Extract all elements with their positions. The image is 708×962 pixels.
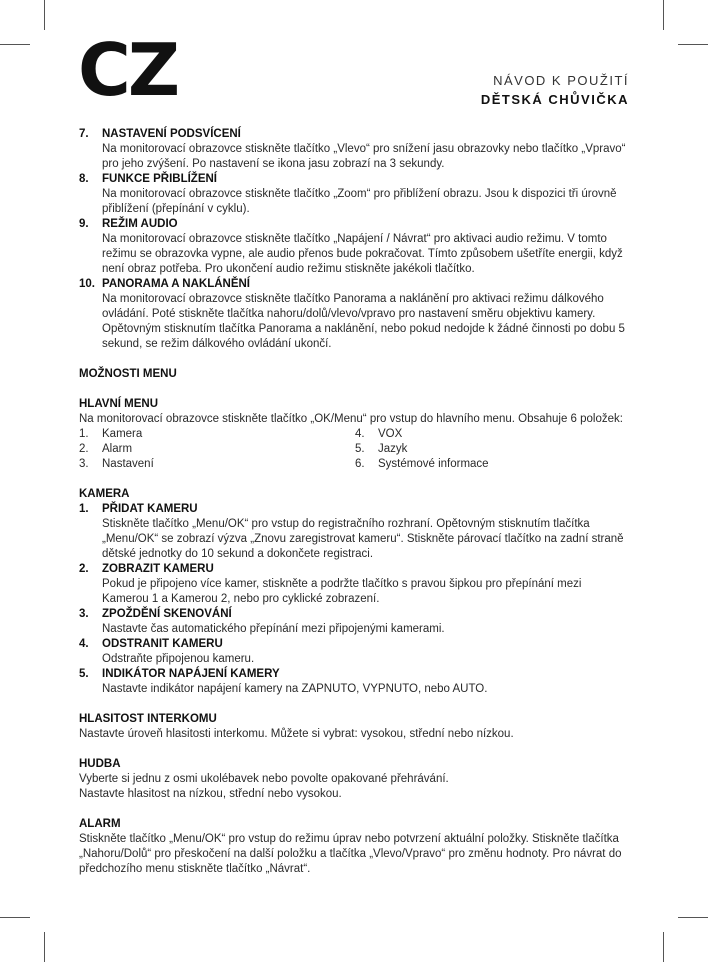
- item-number: 4.: [79, 638, 89, 650]
- item-text: Stiskněte tlačítko „Menu/OK“ pro vstup do registračního rozhraní. Opětovným stisknutím tlačítka „Menu/OK“ se zobrazí výzva „Znovu zaregistrovat kameru“. Stiskněte párovací tlačítko na zadní straně dětské jednotky do 10 sekund a dokončete registraci.: [102, 518, 624, 560]
- header-manual-title: NÁVOD K POUŽITÍ: [493, 73, 629, 88]
- item-text: Na monitorovací obrazovce stiskněte tlačítko Panorama a naklánění pro aktivaci režimu dálkového ovládání. Poté stiskněte tlačítka nahoru/dolů/vlevo/vpravo pro nastavení směru objektivu kamery. Opětovným stisknutím tlačítka Panorama a naklánění, nebo pokud nedojde k žádné činnosti po dobu 5 sekund, se režim dálkového ovládání ukončí.: [102, 293, 625, 350]
- item-number: 8.: [79, 173, 89, 185]
- header-product-title: DĚTSKÁ CHŮVIČKA: [480, 92, 629, 107]
- numbered-item: [79, 277, 631, 352]
- item-number: 2.: [79, 563, 89, 575]
- item-title: REŽIM AUDIO: [102, 218, 178, 230]
- main-menu-list: [79, 427, 631, 472]
- alarm-text: Stiskněte tlačítko „Menu/OK“ pro vstup do režimu úprav nebo potvrzení aktuální položky. Stiskněte tlačítka „Nahoru/Dolů“ pro přeskočení na další položku a tlačítka „Vlevo/Vpravo“ pro změnu hodnoty. Pro návrat do předchozího menu stiskněte tlačítko „Návrat“.: [79, 833, 622, 875]
- list-item: 6. Systémové informace: [355, 458, 489, 470]
- item-number: 9.: [79, 218, 89, 230]
- item-number: 5.: [79, 668, 89, 680]
- numbered-item: [79, 127, 631, 172]
- main-menu-text: Na monitorovací obrazovce stiskněte tlačítko „OK/Menu“ pro vstup do hlavního menu. Obsahuje 6 položek:: [79, 413, 623, 425]
- item-title: NASTAVENÍ PODSVÍCENÍ: [102, 128, 241, 140]
- item-title: INDIKÁTOR NAPÁJENÍ KAMERY: [102, 668, 280, 680]
- document-header: [481, 71, 629, 109]
- item-number: 1.: [79, 503, 89, 515]
- list-item: 4. VOX: [355, 428, 403, 440]
- item-number: 10.: [79, 278, 95, 290]
- intercom-text: Nastavte úroveň hlasitosti interkomu. Můžete si vybrat: vysokou, střední nebo nízkou.: [79, 728, 514, 740]
- numbered-item: [79, 217, 631, 277]
- crop-mark: [0, 917, 30, 918]
- numbered-item: [79, 637, 631, 667]
- list-item: 1. Kamera: [79, 428, 143, 440]
- item-title: ZPOŽDĚNÍ SKENOVÁNÍ: [102, 608, 232, 620]
- item-text: Odstraňte připojenou kameru.: [102, 653, 255, 665]
- item-number: 7.: [79, 128, 89, 140]
- section-title-music: HUDBA: [79, 758, 121, 770]
- list-item: 5. Jazyk: [355, 443, 408, 455]
- list-item: 2. Alarm: [79, 443, 133, 455]
- crop-mark: [0, 44, 30, 45]
- item-number: 3.: [79, 608, 89, 620]
- item-title: FUNKCE PŘIBLÍŽENÍ: [102, 173, 217, 185]
- list-item: 3. Nastavení: [79, 458, 154, 470]
- numbered-item: [79, 607, 631, 637]
- item-text: Na monitorovací obrazovce stiskněte tlačítko „Napájení / Návrat“ pro aktivaci audio režimu. V tomto režimu se obrazovka vypne, ale audio přenos bude pokračovat. Tímto způsobem ušetříte energii, když není obraz potřeba. Pro ukončení audio režimu stiskněte jakékoli tlačítko.: [102, 233, 623, 275]
- crop-mark: [663, 932, 664, 962]
- crop-mark: [663, 0, 664, 30]
- section-title-camera: KAMERA: [79, 488, 130, 500]
- page-content: [79, 127, 631, 877]
- section-title-menu-options: MOŽNOSTI MENU: [79, 368, 177, 380]
- section-title-intercom: HLASITOST INTERKOMU: [79, 713, 217, 725]
- music-text-line: Nastavte hlasitost na nízkou, střední nebo vysokou.: [79, 788, 342, 800]
- language-logo: CZ: [78, 28, 178, 112]
- main-menu-list-right: [355, 427, 631, 472]
- crop-mark: [678, 917, 708, 918]
- section-title-main-menu: HLAVNÍ MENU: [79, 398, 159, 410]
- item-title: PŘIDAT KAMERU: [102, 503, 198, 515]
- item-title: ZOBRAZIT KAMERU: [102, 563, 214, 575]
- crop-mark: [44, 0, 45, 30]
- numbered-item: [79, 172, 631, 217]
- item-text: Nastavte čas automatického přepínání mezi připojenými kamerami.: [102, 623, 445, 635]
- crop-mark: [44, 932, 45, 962]
- main-menu-list-left: [79, 427, 355, 472]
- item-title: PANORAMA A NAKLÁNĚNÍ: [102, 278, 251, 290]
- item-text: Na monitorovací obrazovce stiskněte tlačítko „Zoom“ pro přiblížení obrazu. Jsou k dispozici tři úrovně přiblížení (přepínání v cyklu).: [102, 188, 617, 215]
- item-text: Nastavte indikátor napájení kamery na ZAPNUTO, VYPNUTO, nebo AUTO.: [102, 683, 488, 695]
- section-title-alarm: ALARM: [79, 818, 121, 830]
- item-title: ODSTRANIT KAMERU: [102, 638, 223, 650]
- crop-mark: [678, 44, 708, 45]
- numbered-item: [79, 667, 631, 697]
- music-text-line: Vyberte si jednu z osmi ukolébavek nebo povolte opakované přehrávání.: [79, 773, 449, 785]
- numbered-item: [79, 562, 631, 607]
- numbered-item: [79, 502, 631, 562]
- item-text: Pokud je připojeno více kamer, stiskněte a podržte tlačítko s pravou šipkou pro přepínání mezi Kamerou 1 a Kamerou 2, nebo pro cyklické zobrazení.: [102, 578, 582, 605]
- item-text: Na monitorovací obrazovce stiskněte tlačítko „Vlevo“ pro snížení jasu obrazovky nebo tlačítko „Vpravo“ pro jeho zvýšení. Po nastavení se ikona jasu zobrazí na 3 sekundy.: [102, 143, 626, 170]
